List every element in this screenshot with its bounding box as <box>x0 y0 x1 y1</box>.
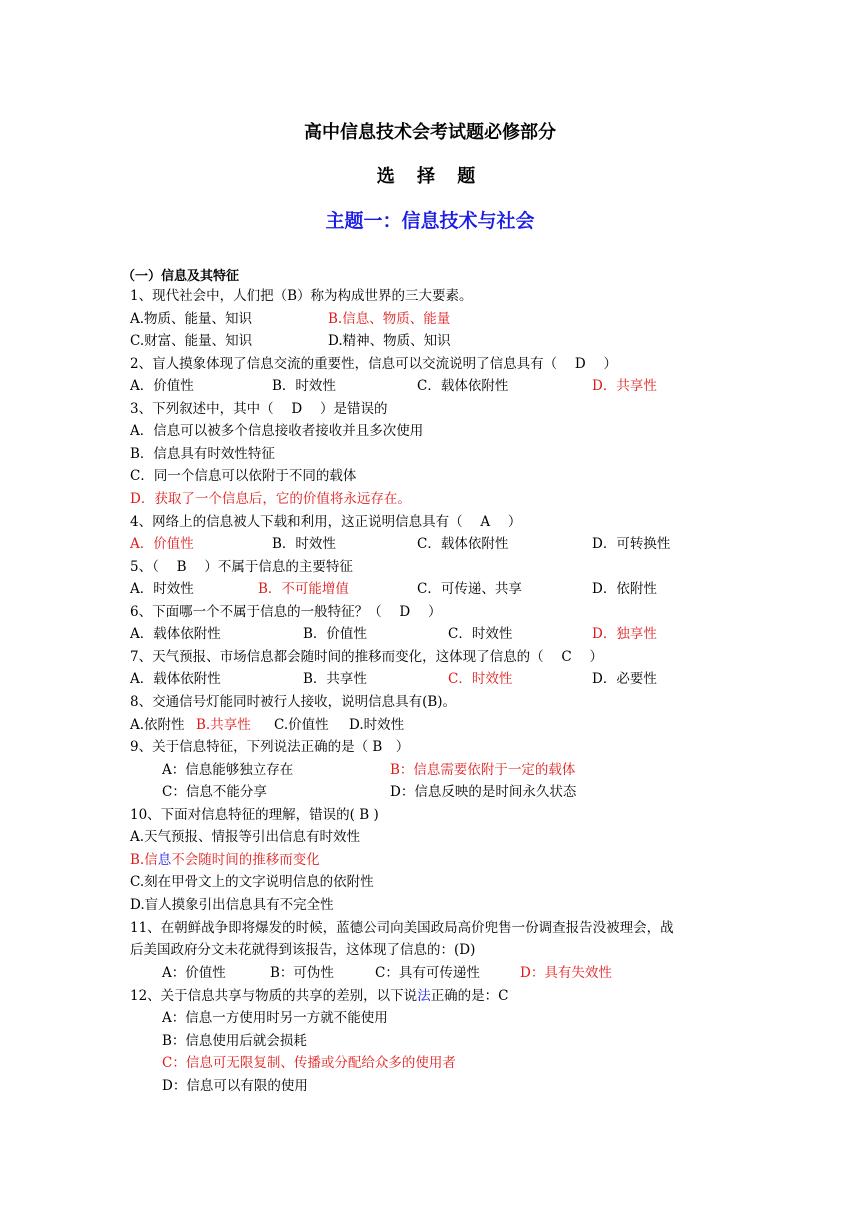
question-3-option-d: D．获取了一个信息后，它的价值将永远存在。 <box>130 491 411 507</box>
question-7-option-a: A．载体依附性 <box>130 671 221 687</box>
question-12-stem-prefix: 12、关于信息共享与物质的共享的差别，以下说 <box>130 988 418 1004</box>
question-5-option-a: A．时效性 <box>130 581 194 597</box>
question-3-option-c: C．同一个信息可以依附于不同的载体 <box>130 468 357 484</box>
question-8-stem: 8、交通信号灯能同时被行人接收，说明信息具有(B)。 <box>130 694 457 710</box>
question-6-option-b: B．价值性 <box>303 626 367 642</box>
question-11-option-a: A：价值性 <box>162 965 226 981</box>
question-1-option-a: A.物质、能量、知识 <box>130 311 253 327</box>
question-9-stem: 9、关于信息特征，下列说法正确的是（ B ） <box>130 739 410 755</box>
question-10-option-d: D.盲人摸象引出信息具有不完全性 <box>130 897 334 913</box>
question-10-option-b-highlight: 息 <box>157 852 172 868</box>
question-5-stem: 5、（ B ）不属于信息的主要特征 <box>130 559 353 575</box>
question-12-option-b: B：信息使用后就会损耗 <box>162 1033 307 1049</box>
question-7-option-d: D．必要性 <box>592 671 657 687</box>
question-11-option-d: D：具有失效性 <box>520 965 612 981</box>
question-9-option-d: D：信息反映的是时间永久状态 <box>390 784 577 800</box>
question-10-option-a: A.天气预报、情报等引出信息有时效性 <box>130 829 361 845</box>
question-8-option-a: A.依附性 <box>130 717 185 733</box>
question-4-option-d: D．可转换性 <box>592 536 671 552</box>
question-7-option-b: B．共享性 <box>303 671 367 687</box>
question-11-stem-line-1: 11、在朝鲜战争即将爆发的时候，蓝德公司向美国政局高价兜售一份调查报告没被理会，战 <box>130 920 674 936</box>
question-8-option-d: D.时效性 <box>349 717 405 733</box>
question-12-option-d: D：信息可以有限的使用 <box>162 1078 308 1094</box>
question-12-option-c: C：信息可无限复制、传播或分配给众多的使用者 <box>162 1055 456 1071</box>
question-3-option-b: B．信息具有时效性特征 <box>130 446 275 462</box>
question-12-stem-highlight: 法 <box>417 988 431 1004</box>
question-6-stem: 6、下面哪一个不属于信息的一般特征？（ D ） <box>130 604 442 620</box>
question-6-option-a: A．载体依附性 <box>130 626 221 642</box>
question-3-stem: 3、下列叙述中，其中（ D ）是错误的 <box>130 401 388 417</box>
question-1-option-c: C.财富、能量、知识 <box>130 333 253 349</box>
question-2-option-b: B．时效性 <box>272 378 336 394</box>
question-4-option-c: C．载体依附性 <box>417 536 509 552</box>
question-1-option-b: B.信息、物质、能量 <box>328 311 451 327</box>
question-4-option-b: B．时效性 <box>272 536 336 552</box>
question-8-option-c: C.价值性 <box>274 717 329 733</box>
question-6-option-d: D．独享性 <box>592 626 657 642</box>
question-11-stem-line-2: 后美国政府分文未花就得到该报告，这体现了信息的：(D) <box>130 942 476 958</box>
question-12-stem-suffix: 正确的是：C <box>430 988 509 1004</box>
question-2-option-c: C．载体依附性 <box>417 378 509 394</box>
question-10-option-b-suffix: 不会随时间的推移而变化 <box>171 852 320 868</box>
question-9-option-a: A：信息能够独立存在 <box>162 762 294 778</box>
question-4-stem: 4、网络上的信息被人下载和利用，这正说明信息具有（ A ） <box>130 514 522 530</box>
question-5-option-c: C．可传递、共享 <box>417 581 522 597</box>
question-12-stem <box>130 986 509 1006</box>
subsection-heading: （一）信息及其特征 <box>122 269 240 284</box>
question-10-stem: 10、下面对信息特征的理解，错误的( B ) <box>130 807 379 823</box>
question-2-option-a: A．价值性 <box>130 378 194 394</box>
question-10-option-c: C.刻在甲骨文上的文字说明信息的依附性 <box>130 874 374 890</box>
section-title: 选 择 题 <box>376 166 484 187</box>
question-12-option-a: A：信息一方使用时另一方就不能使用 <box>162 1010 388 1026</box>
question-11-option-c: C：具有可传递性 <box>375 965 480 981</box>
question-8-option-b: B.共享性 <box>196 717 251 733</box>
question-1-stem: 1、现代社会中，人们把（B）称为构成世界的三大要素。 <box>130 288 473 304</box>
topic-title: 主题一：信息技术与社会 <box>325 210 535 232</box>
question-5-option-d: D．依附性 <box>592 581 657 597</box>
question-7-stem: 7、天气预报、市场信息都会随时间的推移而变化，这体现了信息的（ C ） <box>130 649 603 665</box>
question-10-option-b <box>130 850 320 870</box>
question-9-option-b: B：信息需要依附于一定的载体 <box>390 762 576 778</box>
question-9-option-c: C：信息不能分享 <box>162 784 267 800</box>
question-3-option-a: A．信息可以被多个信息接收者接收并且多次使用 <box>130 423 424 439</box>
question-2-stem: 2、盲人摸象体现了信息交流的重要性，信息可以交流说明了信息具有（ D ） <box>130 356 617 372</box>
question-7-option-c: C．时效性 <box>448 671 513 687</box>
question-2-option-d: D．共享性 <box>592 378 657 394</box>
question-10-option-b-prefix: B.信 <box>130 852 158 868</box>
question-4-option-a: A．价值性 <box>130 536 194 552</box>
document-title: 高中信息技术会考试题必修部分 <box>304 122 556 143</box>
question-6-option-c: C．时效性 <box>448 626 513 642</box>
question-5-option-b: B．不可能增值 <box>258 581 349 597</box>
question-1-option-d: D.精神、物质、知识 <box>328 333 451 349</box>
question-11-option-b: B：可伪性 <box>270 965 334 981</box>
